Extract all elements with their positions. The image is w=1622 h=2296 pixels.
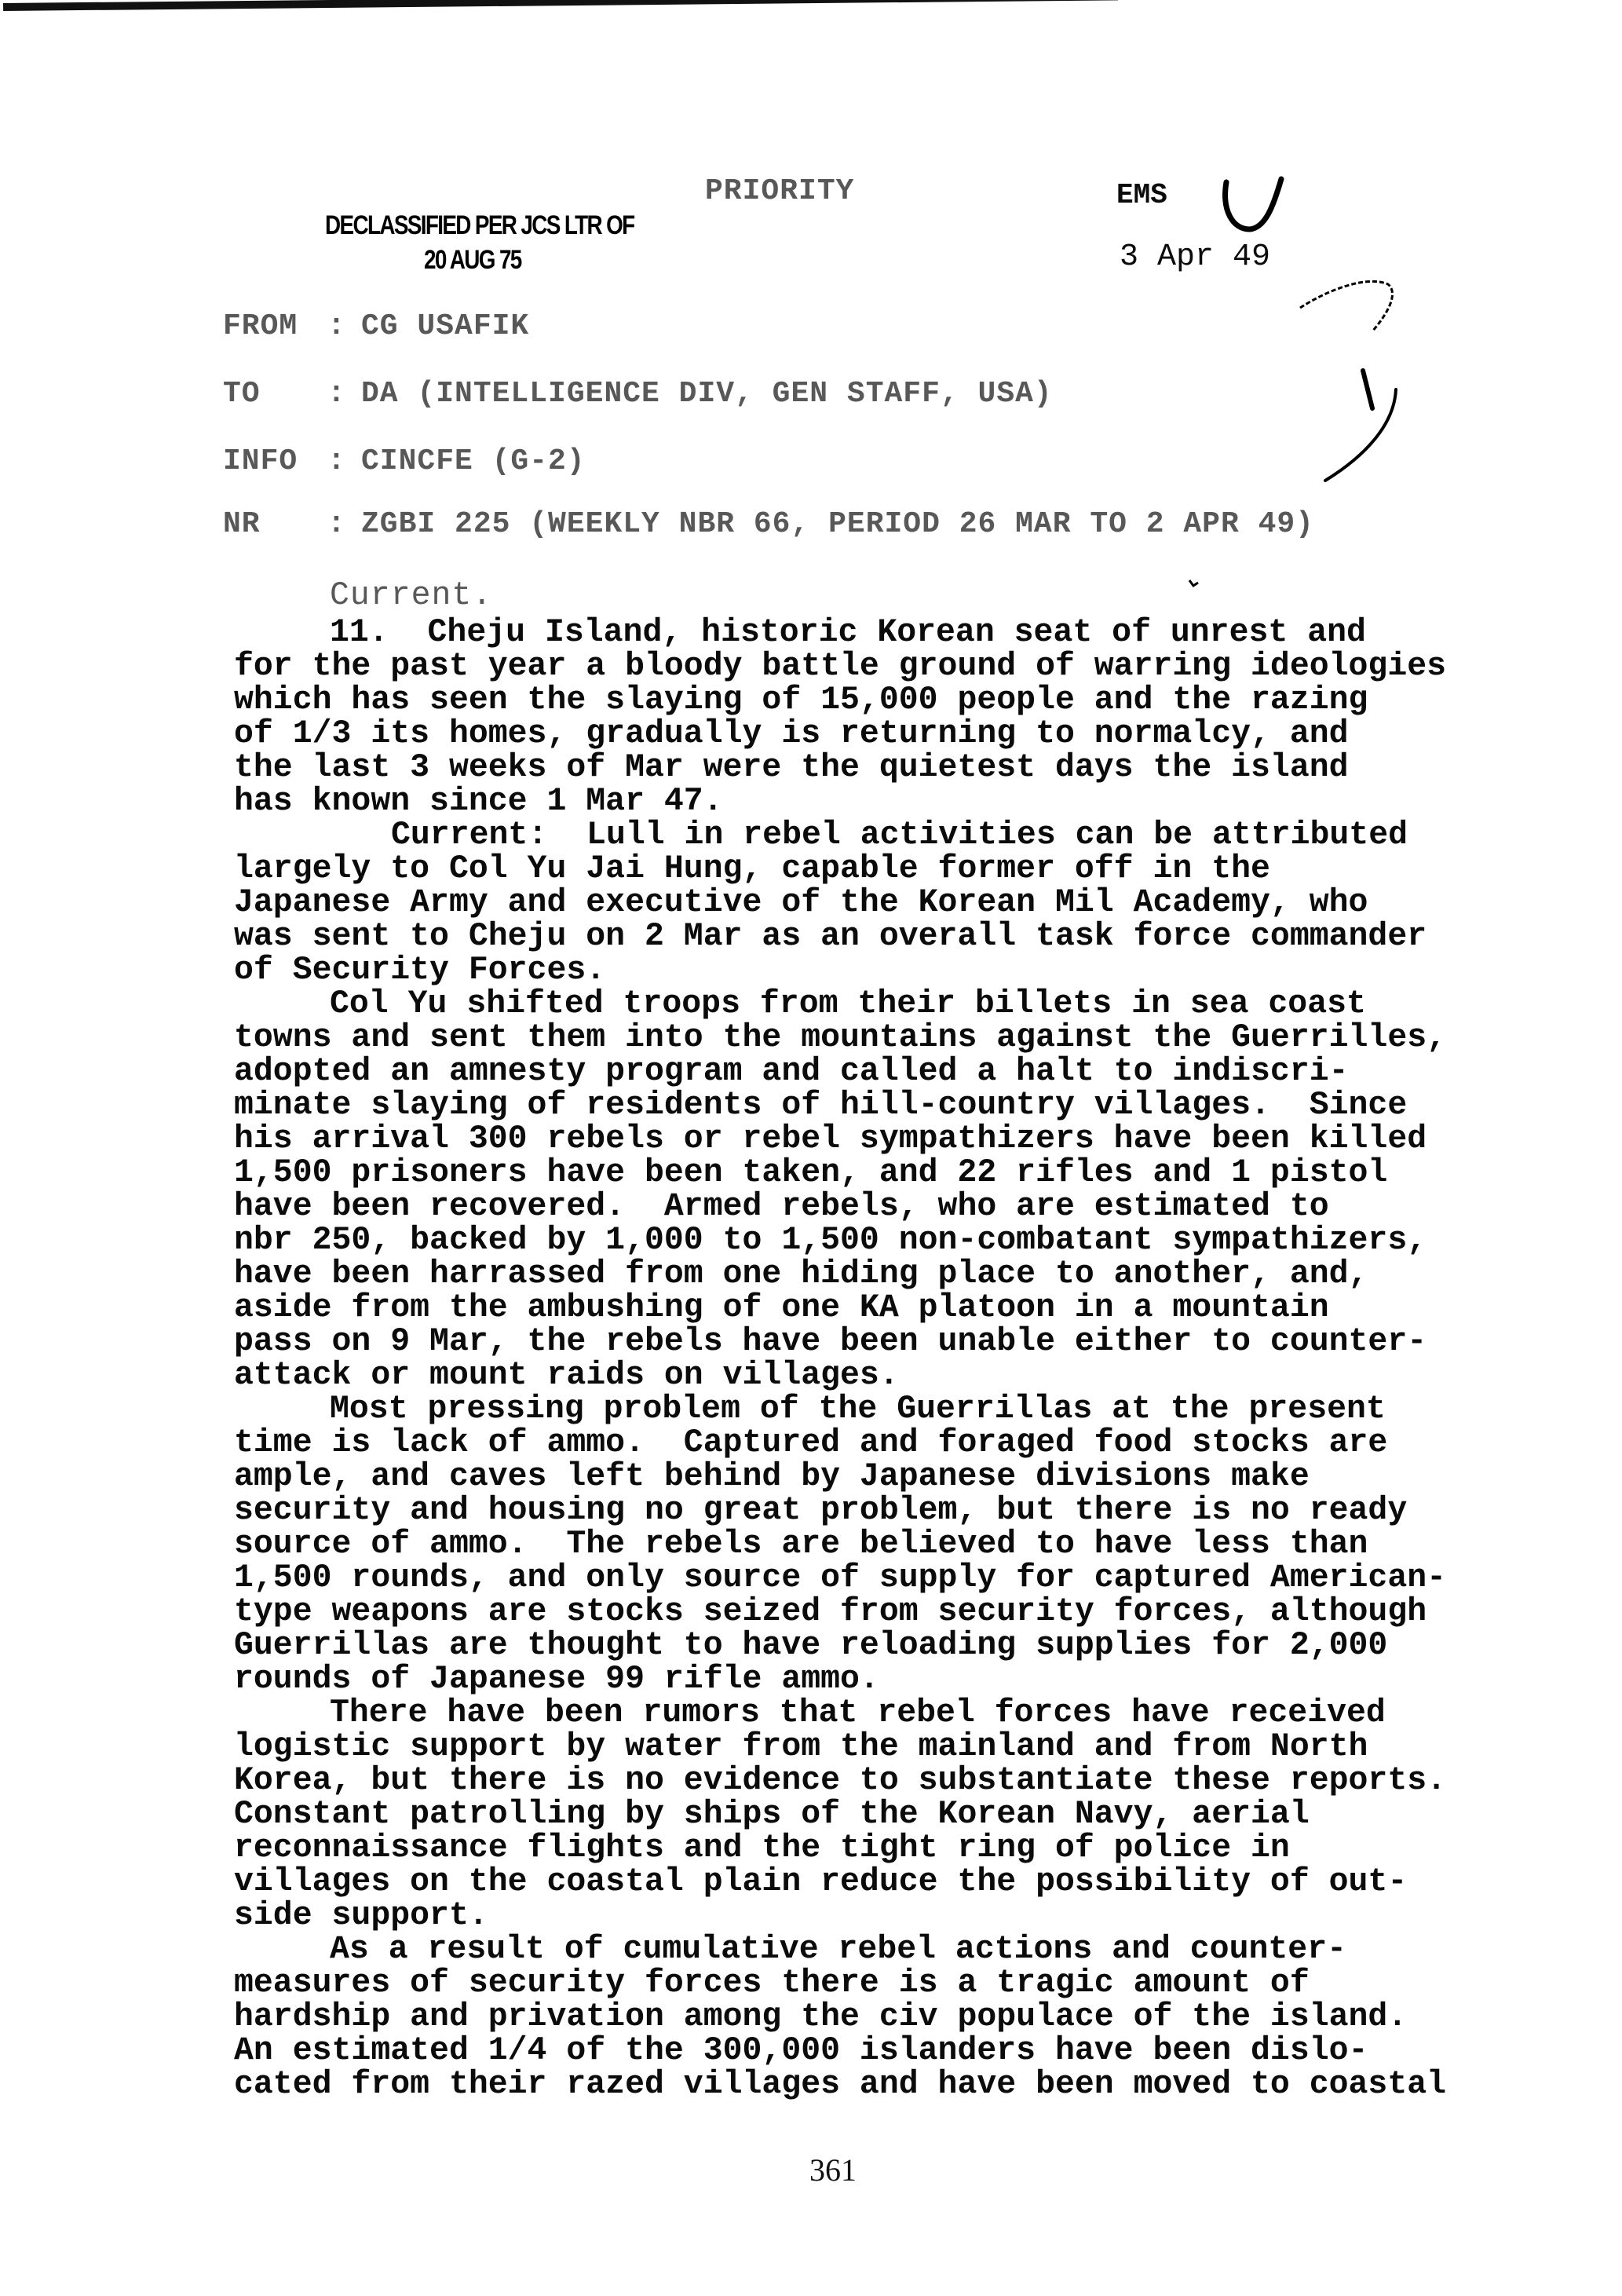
section-heading: Current. xyxy=(330,577,493,614)
body-line: logistic support by water from the mainland and from North xyxy=(234,1728,1368,1765)
body-line: have been recovered. Armed rebels, who are estimated to xyxy=(234,1188,1329,1225)
body-line: Most pressing problem of the Guerrillas at the present xyxy=(330,1391,1386,1428)
body-line: As a result of cumulative rebel actions and counter- xyxy=(330,1931,1347,1968)
scan-edge-rule xyxy=(3,0,1118,11)
body-line: Current: Lull in rebel activities can be attributed xyxy=(391,817,1408,854)
body-line: side support. xyxy=(234,1897,488,1934)
body-line: Constant patrolling by ships of the Korean Navy, aerial xyxy=(234,1796,1310,1833)
pen-stroke-bracket-icon xyxy=(1363,371,1372,408)
body-line: adopted an amnesty program and called a halt to indiscri- xyxy=(234,1053,1349,1090)
tick-mark-icon xyxy=(1189,580,1198,586)
header-value-nr: ZGBI 225 (WEEKLY NBR 66, PERIOD 26 MAR TO 2 APR 49) xyxy=(361,507,1314,541)
body-line: source of ammo. The rebels are believed to have less than xyxy=(234,1526,1368,1563)
body-line: 1,500 prisoners have been taken, and 22 rifles and 1 pistol xyxy=(234,1154,1388,1191)
checkmark-icon xyxy=(1226,179,1281,229)
header-value-from: CG USAFIK xyxy=(361,309,530,343)
header-label-nr: NR xyxy=(223,507,261,541)
body-line: for the past year a bloody battle ground of warring ideologies xyxy=(234,648,1447,685)
body-line: nbr 250, backed by 1,000 to 1,500 non-combatant sympathizers, xyxy=(234,1222,1427,1259)
body-line: minate slaying of residents of hill-country villages. Since xyxy=(234,1087,1408,1124)
header-value-to: DA (INTELLIGENCE DIV, GEN STAFF, USA) xyxy=(361,377,1053,411)
body-line: of 1/3 its homes, gradually is returning to normalcy, and xyxy=(234,715,1349,752)
body-line: Guerrillas are thought to have reloading supplies for 2,000 xyxy=(234,1627,1388,1664)
body-line: Col Yu shifted troops from their billets in sea coast xyxy=(330,985,1366,1022)
body-line: attack or mount raids on villages. xyxy=(234,1357,899,1394)
body-line: of Security Forces. xyxy=(234,952,606,989)
declassified-stamp-line2: 20 AUG 75 xyxy=(424,245,521,275)
body-line: time is lack of ammo. Captured and foraged food stocks are xyxy=(234,1424,1388,1461)
body-line: An estimated 1/4 of the 300,000 islanders have been dislo- xyxy=(234,2032,1368,2069)
body-line: was sent to Cheju on 2 Mar as an overall task force commander xyxy=(234,918,1427,955)
body-line: his arrival 300 rebels or rebel sympathizers have been killed xyxy=(234,1121,1427,1157)
header-separator: : xyxy=(327,377,346,411)
body-line: There have been rumors that rebel forces have received xyxy=(330,1695,1386,1731)
body-line: 11. Cheju Island, historic Korean seat of unrest and xyxy=(330,614,1366,651)
body-line: hardship and privation among the civ populace of the island. xyxy=(234,1998,1408,2035)
header-label-info: INFO xyxy=(223,444,298,478)
body-line: pass on 9 Mar, the rebels have been unable either to counter- xyxy=(234,1323,1427,1360)
page-number: 361 xyxy=(809,2152,857,2188)
body-line: rounds of Japanese 99 rifle ammo. xyxy=(234,1661,879,1698)
body-line: largely to Col Yu Jai Hung, capable former off in the xyxy=(234,850,1270,887)
pen-stroke-curve-icon xyxy=(1325,389,1396,481)
body-line: which has seen the slaying of 15,000 people and the razing xyxy=(234,682,1368,718)
body-line: 1,500 rounds, and only source of supply for captured American- xyxy=(234,1559,1447,1596)
header-label-to: TO xyxy=(223,377,261,411)
pen-stroke-question-mark-icon xyxy=(1300,281,1393,331)
body-line: has known since 1 Mar 47. xyxy=(234,783,723,820)
message-date: 3 Apr 49 xyxy=(1120,239,1271,275)
body-line: ample, and caves left behind by Japanese divisions make xyxy=(234,1458,1310,1495)
body-line: reconnaissance flights and the tight ring of police in xyxy=(234,1830,1290,1866)
body-line: cated from their razed villages and have been moved to coastal xyxy=(234,2066,1447,2103)
declassified-stamp-line1: DECLASSIFIED PER JCS LTR OF xyxy=(325,210,634,240)
header-separator: : xyxy=(327,309,346,343)
initials: EMS xyxy=(1116,179,1167,211)
body-line: towns and sent them into the mountains against the Guerrilles, xyxy=(234,1019,1447,1056)
header-separator: : xyxy=(327,444,346,478)
body-line: have been harrassed from one hiding place to another, and, xyxy=(234,1256,1368,1292)
header-separator: : xyxy=(327,507,346,541)
body-line: security and housing no great problem, but there is no ready xyxy=(234,1492,1408,1529)
body-line: the last 3 weeks of Mar were the quietest days the island xyxy=(234,749,1349,786)
body-line: aside from the ambushing of one KA platoon in a mountain xyxy=(234,1289,1329,1326)
priority-label: PRIORITY xyxy=(705,174,855,208)
body-line: Japanese Army and executive of the Korean Mil Academy, who xyxy=(234,884,1368,921)
body-line: measures of security forces there is a tragic amount of xyxy=(234,1965,1310,2002)
header-label-from: FROM xyxy=(223,309,298,343)
body-line: type weapons are stocks seized from security forces, although xyxy=(234,1593,1427,1630)
header-value-info: CINCFE (G-2) xyxy=(361,444,586,478)
body-line: Korea, but there is no evidence to substantiate these reports. xyxy=(234,1762,1447,1799)
body-line: villages on the coastal plain reduce the possibility of out- xyxy=(234,1863,1408,1900)
